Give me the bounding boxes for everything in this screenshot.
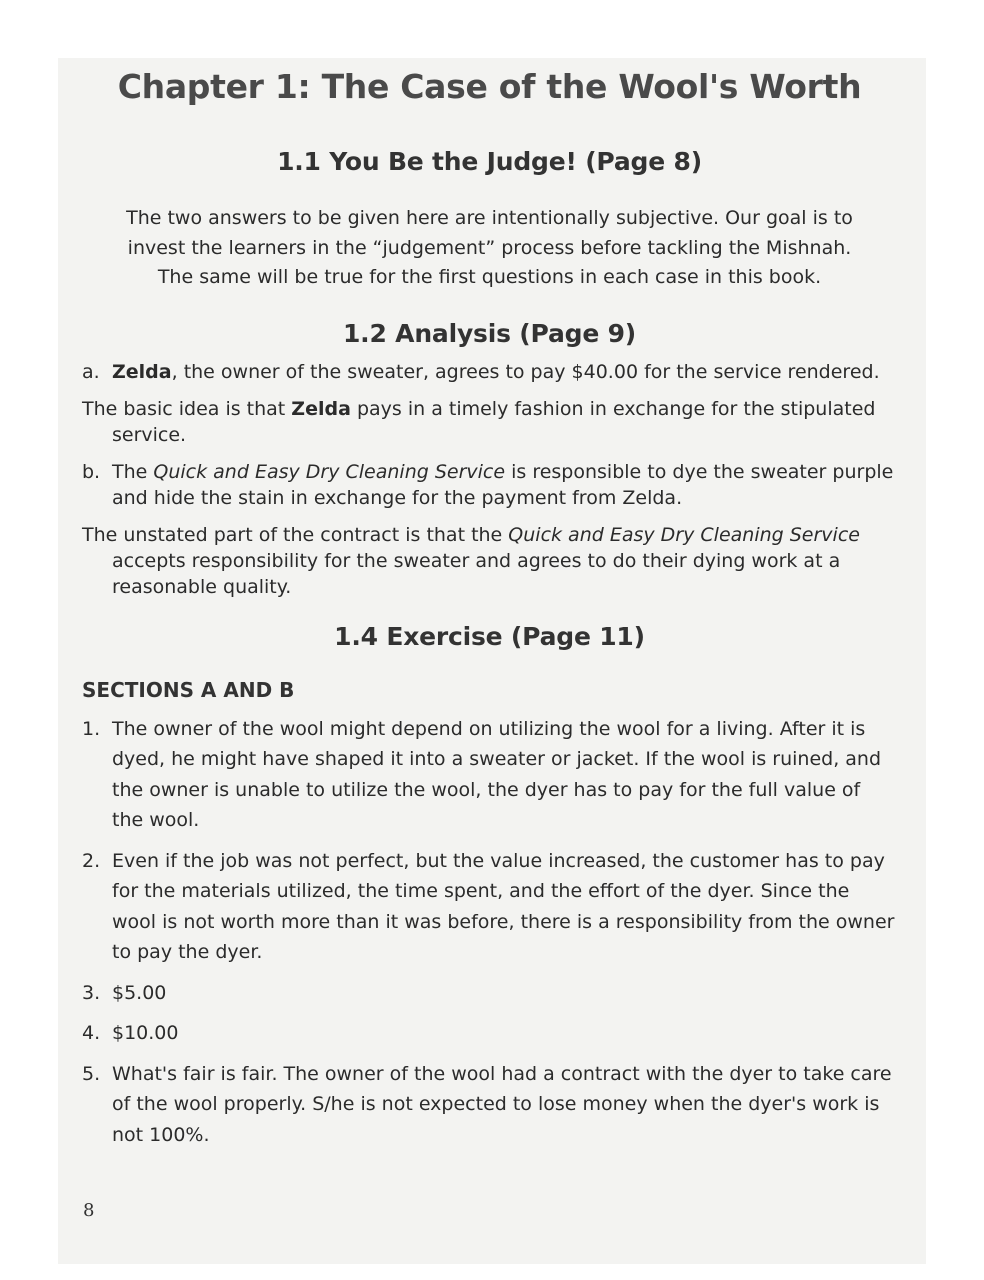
section-1-2-body (82, 359, 897, 600)
list-item-number: 2. (82, 849, 101, 872)
list-item-text: $5.00 (112, 981, 167, 1004)
section-1-2-heading: 1.2 Analysis (Page 9) (342, 318, 637, 348)
exercise-list (82, 714, 897, 1151)
item-label: a. (82, 360, 100, 383)
list-item (82, 714, 897, 836)
item-text: pays in a timely fashion in exchange for the stipulated service. (112, 397, 876, 446)
list-item-number: 5. (82, 1062, 101, 1085)
intro-line: The two answers to be given here are intentionally subjective. Our goal is to (126, 207, 853, 229)
intro-line: The same will be true for the first questions in each case in this book. (157, 266, 822, 288)
list-item-text: $10.00 (112, 1022, 179, 1044)
item-text: , the owner of the sweater, agrees to pay $40.00 for the service rendered. (171, 360, 880, 383)
list-item (82, 978, 897, 1009)
list-item (82, 1018, 897, 1049)
list-item-text: The owner of the wool might depend on utilizing the wool for a living. After it is dyed, he might have shaped it into a sweater or jacket. If the wool is ruined, and the owner is unable to utilize the wool, the dyer has to pay for the full value of the wool. (112, 717, 882, 831)
sections-subheading: SECTIONS A AND B (82, 677, 295, 702)
list-item (82, 846, 897, 968)
section-1-1-heading: 1.1 You Be the Judge! (Page 8) (277, 147, 702, 176)
list-item (82, 1059, 897, 1151)
list-item-text: What's fair is fair. The owner of the wool had a contract with the dyer to take care of the wool properly. S/he is not expected to lose money when the dyer's work is not 100%. (112, 1062, 892, 1146)
person-name: Zelda (112, 360, 172, 383)
item-label: b. (82, 460, 101, 483)
intro-line: invest the learners in the “judgement” process before tackling the Mishnah. (127, 236, 852, 259)
company-name: Quick and Easy Dry Cleaning Service (153, 460, 506, 483)
item-text: The basic idea is that (82, 397, 292, 420)
analysis-item-a (82, 359, 897, 385)
analysis-unstated (82, 522, 897, 600)
person-name: Zelda (291, 397, 351, 420)
analysis-basic-idea (82, 396, 897, 448)
item-text: is responsible to dye the sweater purple and hide the stain in exchange for the payment from Zelda. (112, 460, 894, 509)
company-name: Quick and Easy Dry Cleaning Service (508, 523, 860, 546)
section-1-4-heading: 1.4 Exercise (Page 11) (334, 621, 645, 651)
list-item-number: 3. (82, 981, 101, 1004)
item-text: The (112, 460, 154, 483)
page-number: 8 (83, 1200, 95, 1221)
chapter-title: Chapter 1: The Case of the Wool's Worth (117, 67, 862, 106)
section-1-1-intro (82, 204, 897, 293)
page-content (82, 58, 897, 1150)
list-item-text: Even if the job was not perfect, but the value increased, the customer has to pay for the materials utilized, the time spent, and the effort of the dyer. Since the wool is not worth more than it was before, there is a responsibility from the owner to pay the dyer. (112, 849, 895, 963)
document-page (58, 58, 926, 1264)
item-text: The unstated part of the contract is that the (82, 523, 509, 546)
list-item-number: 1. (82, 717, 101, 740)
list-item-number: 4. (82, 1022, 101, 1044)
analysis-item-b (82, 459, 897, 511)
item-text: accepts responsibility for the sweater and agrees to do their dying work at a reasonable quality. (112, 549, 841, 598)
